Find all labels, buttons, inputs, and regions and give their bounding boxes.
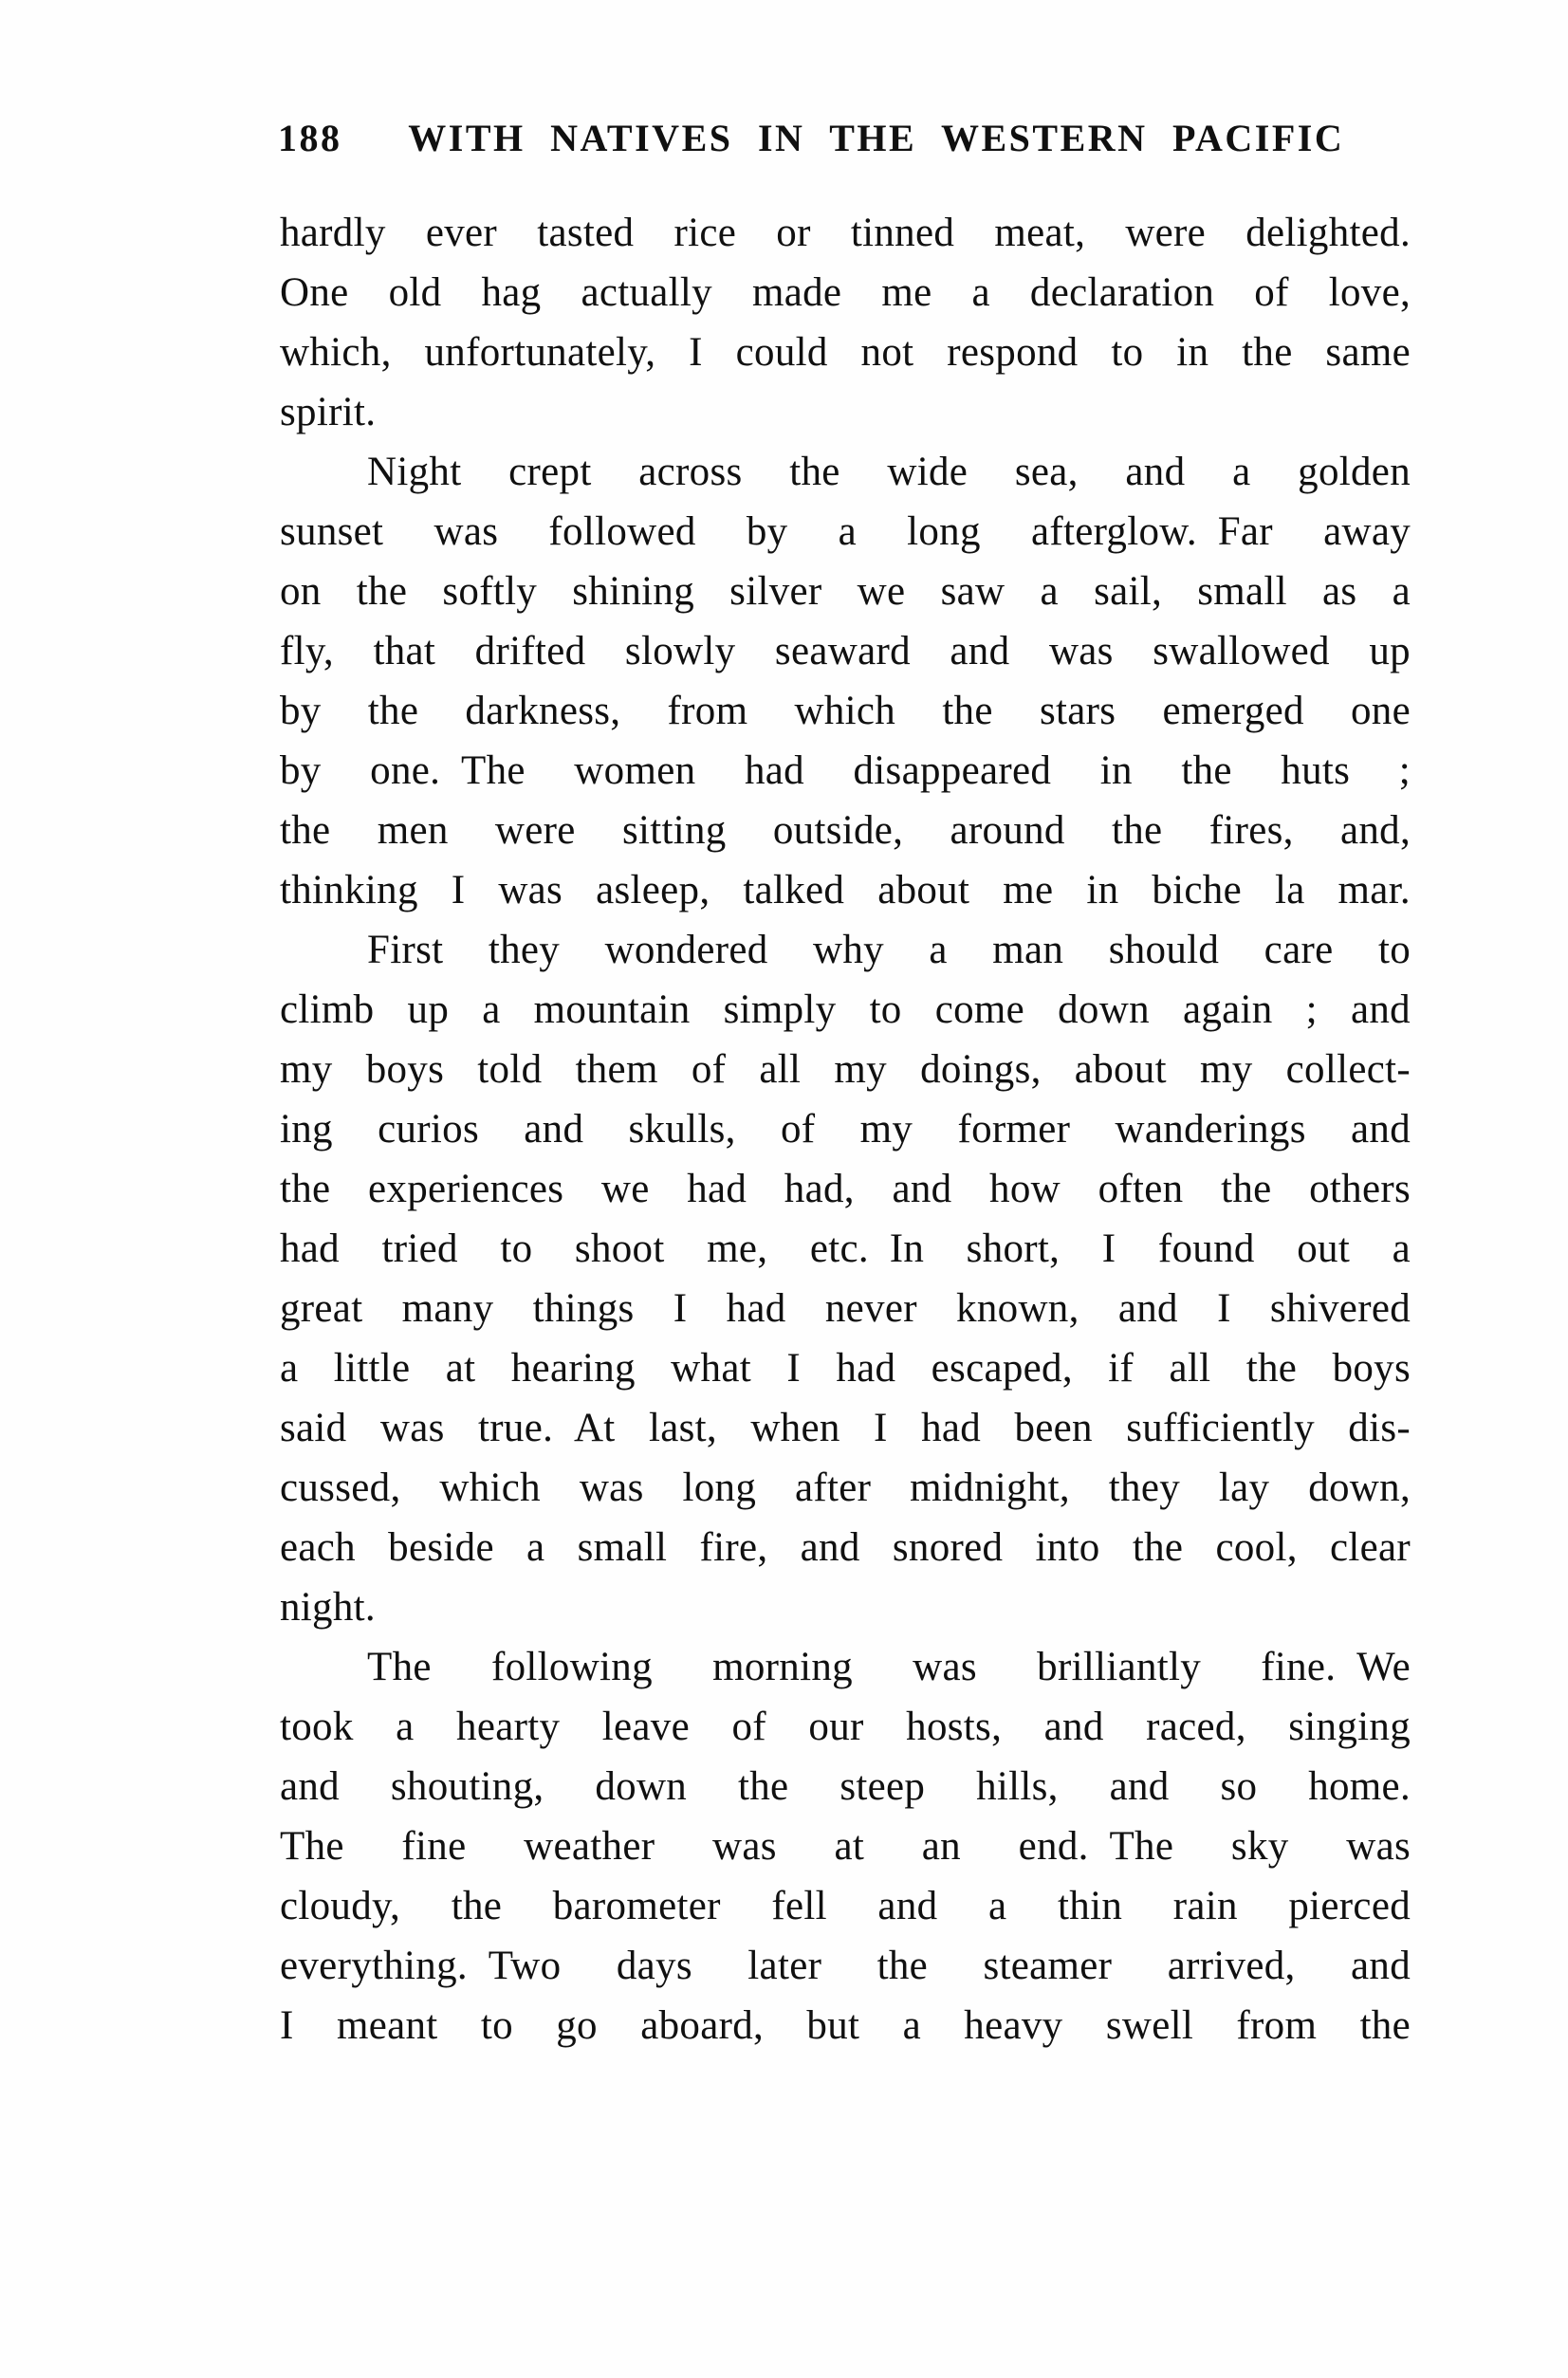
text-line: hardly ever tasted rice or tinned meat, were delighted. xyxy=(280,211,1411,255)
text-line: cussed, which was long after midnight, they lay down, xyxy=(280,1466,1411,1510)
text-line: sunset was followed by a long afterglow. Far away xyxy=(280,509,1411,554)
text-line: night. xyxy=(280,1585,376,1630)
text-line: The following morning was brilliantly fine. We xyxy=(367,1645,1411,1689)
text-line: my boys told them of all my doings, about my collect- xyxy=(280,1047,1411,1092)
text-line: climb up a mountain simply to come down again ; and xyxy=(280,987,1411,1032)
running-header xyxy=(278,116,1411,160)
text-line: The fine weather was at an end. The sky was xyxy=(280,1824,1411,1869)
text-line: the experiences we had had, and how often the others xyxy=(280,1167,1411,1211)
text-line: the men were sitting outside, around the fires, and, xyxy=(280,808,1411,853)
text-line: and shouting, down the steep hills, and so home. xyxy=(280,1764,1411,1809)
text-line: cloudy, the barometer fell and a thin rain pierced xyxy=(280,1884,1411,1928)
text-line: I meant to go aboard, but a heavy swell from the xyxy=(280,2003,1411,2048)
text-line: Night crept across the wide sea, and a golden xyxy=(367,450,1411,494)
text-line: which, unfortunately, I could not respond to in the same xyxy=(280,330,1411,375)
text-line: thinking I was asleep, talked about me in biche la mar. xyxy=(280,868,1411,912)
text-line: everything. Two days later the steamer arrived, and xyxy=(280,1944,1411,1988)
text-line: each beside a small fire, and snored into the cool, clear xyxy=(280,1525,1411,1570)
text-line: said was true. At last, when I had been sufficiently dis- xyxy=(280,1406,1411,1450)
page-number: 188 xyxy=(278,117,342,159)
text-line: had tried to shoot me, etc. In short, I found out a xyxy=(280,1226,1411,1271)
text-line: on the softly shining silver we saw a sail, small as a xyxy=(280,569,1411,614)
text-line: spirit. xyxy=(280,390,377,434)
text-line: One old hag actually made me a declaration of love, xyxy=(280,270,1411,315)
text-line: by one. The women had disappeared in the huts ; xyxy=(280,748,1411,793)
text-line: took a hearty leave of our hosts, and raced, singing xyxy=(280,1705,1411,1749)
text-line: by the darkness, from which the stars emerged one xyxy=(280,689,1411,733)
text-line: fly, that drifted slowly seaward and was swallowed up xyxy=(280,629,1411,673)
text-line: First they wondered why a man should care to xyxy=(367,928,1411,972)
running-title: WITH NATIVES IN THE WESTERN PACIFIC xyxy=(408,117,1345,159)
page-body xyxy=(280,203,1411,2055)
text-line: ing curios and skulls, of my former wanderings and xyxy=(280,1107,1411,1152)
text-line: a little at hearing what I had escaped, if all the boys xyxy=(280,1346,1411,1391)
text-line: great many things I had never known, and I shivered xyxy=(280,1286,1411,1331)
